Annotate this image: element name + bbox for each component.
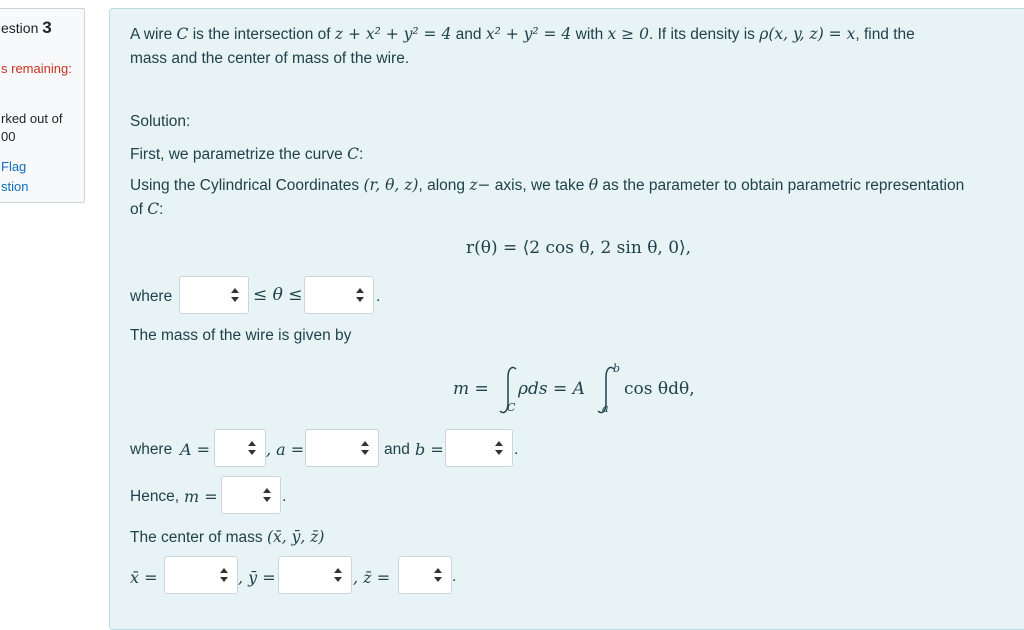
a-equals: , a = <box>266 440 305 459</box>
mass-integral-tail: cos θdθ, <box>624 379 695 399</box>
parametrize-line <box>130 145 363 164</box>
mass-m-eq: m = <box>453 379 489 399</box>
select-arrows-icon <box>219 567 229 583</box>
grade-line-1: rked out of <box>1 111 63 126</box>
question-state: s remaining: <box>1 61 72 76</box>
qtext-part: is the intersection of <box>188 26 335 43</box>
qtext-part: , find the <box>855 26 915 43</box>
where-label: where <box>130 288 173 305</box>
select-arrows-icon <box>494 440 504 456</box>
ybar-select[interactable] <box>278 556 352 594</box>
question-info-panel <box>0 8 85 203</box>
math-com-tuple: (x̄, ȳ, z̄) <box>266 528 325 546</box>
question-label: estion <box>1 20 39 36</box>
theta-lower-select[interactable] <box>179 276 249 314</box>
select-arrows-icon <box>262 487 272 503</box>
m-equals: m = <box>184 487 218 506</box>
integral-subscript-C: C <box>507 401 516 414</box>
flag-line-2[interactable]: stion <box>1 179 29 194</box>
flag-question-link[interactable] <box>1 157 28 197</box>
xbar-select[interactable] <box>164 556 238 594</box>
question-text-line-1 <box>130 25 915 44</box>
math-density: ρ(x, y, z) = x <box>759 25 856 43</box>
flag-line-1[interactable]: Flag <box>1 159 27 174</box>
whereA-label: where <box>130 441 173 458</box>
and-label: and <box>384 441 410 458</box>
math-C: C <box>147 200 160 218</box>
theta-inequality: ≤ θ ≤ <box>253 285 303 305</box>
text-part: as the parameter to obtain parametric representation <box>598 177 965 194</box>
a-select[interactable] <box>305 429 379 467</box>
integral-lower-limit: a <box>602 402 609 415</box>
period: . <box>376 288 381 305</box>
math-surface-1: z + x² + y² = 4 <box>334 25 452 43</box>
mass-select[interactable] <box>221 476 281 514</box>
cylindrical-line-2 <box>130 200 163 219</box>
text-part: : <box>358 146 364 163</box>
select-arrows-icon <box>355 287 365 303</box>
math-theta: θ <box>588 176 599 194</box>
question-formulation <box>109 8 1024 630</box>
question-text-line-2: mass and the center of mass of the wire. <box>130 50 410 67</box>
select-arrows-icon <box>230 287 240 303</box>
period: . <box>452 568 457 585</box>
question-number-value: 3 <box>42 18 52 37</box>
integral-upper-limit: b <box>613 362 621 375</box>
grade-line-2: 00 <box>1 129 16 144</box>
text-part: of <box>130 201 148 218</box>
mass-integrand: ρds = A <box>518 379 585 399</box>
qtext-part: with <box>571 26 608 43</box>
period: . <box>514 441 519 458</box>
mass-intro-text: The mass of the wire is given by <box>130 327 352 344</box>
question-grade <box>1 110 62 146</box>
text-part: Using the Cylindrical Coordinates <box>130 177 364 194</box>
math-cyl-coords: (r, θ, z) <box>363 176 419 194</box>
select-arrows-icon <box>333 567 343 583</box>
select-arrows-icon <box>433 567 443 583</box>
period: . <box>282 488 287 505</box>
qtext-part: A wire <box>130 26 177 43</box>
math-C: C <box>176 25 189 43</box>
theta-upper-select[interactable] <box>304 276 374 314</box>
parametric-equation: r(θ) = ⟨2 cos θ, 2 sin θ, 0⟩, <box>466 238 692 258</box>
b-select[interactable] <box>445 429 513 467</box>
A-equals: A = <box>180 440 211 459</box>
cylindrical-line-1 <box>130 176 964 195</box>
select-arrows-icon <box>247 440 257 456</box>
math-C: C <box>347 145 359 163</box>
solution-heading: Solution: <box>130 113 191 130</box>
xbar-equals: x̄ = <box>130 568 158 587</box>
ybar-equals: , ȳ = <box>238 568 276 587</box>
text-part: axis, we take <box>490 177 589 194</box>
A-select[interactable] <box>214 429 266 467</box>
zbar-select[interactable] <box>398 556 452 594</box>
text-part: : <box>159 201 164 218</box>
text-part: The center of mass <box>130 529 267 546</box>
qtext-part: and <box>451 26 486 43</box>
b-equals: b = <box>415 440 444 459</box>
text-part: , along <box>418 177 470 194</box>
hence-label: Hence, <box>130 488 180 505</box>
center-of-mass-text <box>130 528 324 547</box>
math-z-axis: z− <box>469 176 491 194</box>
math-surface-2: x² + y² = 4 <box>485 25 572 43</box>
math-condition: x ≥ 0 <box>607 25 649 43</box>
question-number <box>1 18 52 38</box>
zbar-equals: , z̄ = <box>353 568 391 587</box>
qtext-part: . If its density is <box>648 26 760 43</box>
select-arrows-icon <box>360 440 370 456</box>
text-part: First, we parametrize the curve <box>130 146 348 163</box>
